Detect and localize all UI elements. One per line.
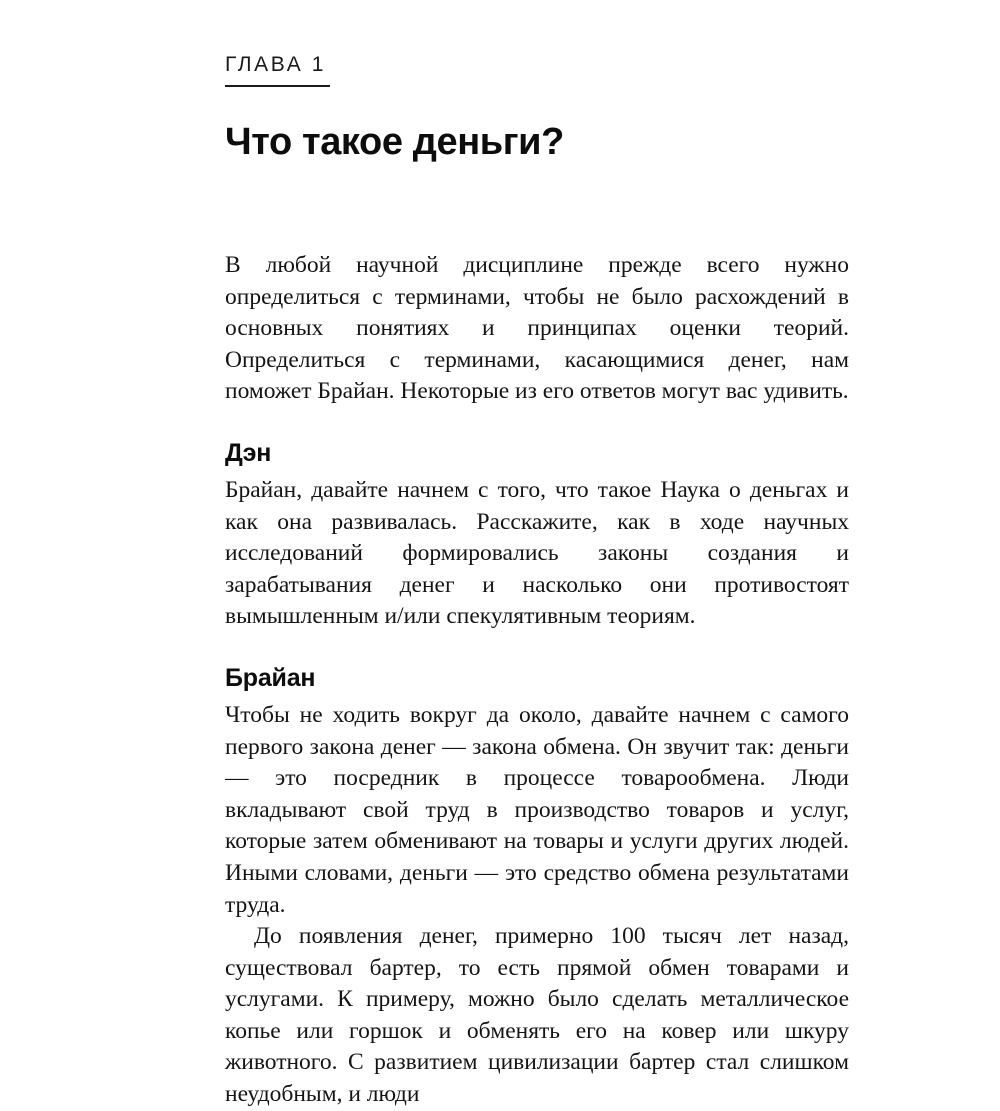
intro-block: [225, 250, 849, 408]
dialogue-paragraph: До появления денег, примерно 100 тысяч лет назад, существовал бартер, то есть прямой обмен товарами и услугами. К примеру, можно было сделать металлическое копье или горшок и обменять его на ковер или шкуру животного. С развитием цивилизации бартер стал слишком неудобным, и люди: [225, 923, 849, 1108]
chapter-title: Что такое деньги?: [225, 121, 564, 163]
speaker-heading-dan: Дэн: [225, 438, 272, 467]
chapter-label: ГЛАВА 1: [225, 52, 330, 87]
dialogue-paragraph: Чтобы не ходить вокруг да около, давайте начнем с самого первого закона денег — закона обмена. Он звучит так: деньги — это посредник в процессе товарообмена. Люди вкладывают свой труд в производство товаров и услуг, которые затем обменивают на товары и услуги других людей. Иными словами, деньги — это средство обмена результатами труда.: [225, 701, 849, 918]
chapter-label-container: [225, 52, 849, 87]
intro-paragraph: В любой научной дисциплине прежде всего нужно определиться с терминами, чтобы не было расхождений в основных понятиях и принципах оценки теорий. Определиться с терминами, касающимися денег, нам поможет Брайан. Некоторые из его ответов могут вас удивить.: [225, 252, 849, 405]
speaker-heading-brian: Брайан: [225, 663, 316, 692]
dialogue-paragraph: Брайан, давайте начнем с того, что такое Наука о деньгах и как она развивалась. Расскажите, как в ходе научных исследований формировались законы создания и зарабатывания денег и насколько они противостоят вымышленным и/или спекулятивным теориям.: [225, 476, 849, 630]
dialogue-section-brian: [225, 664, 849, 1111]
page-content: [225, 52, 849, 1111]
dialogue-section-dan: [225, 439, 849, 633]
